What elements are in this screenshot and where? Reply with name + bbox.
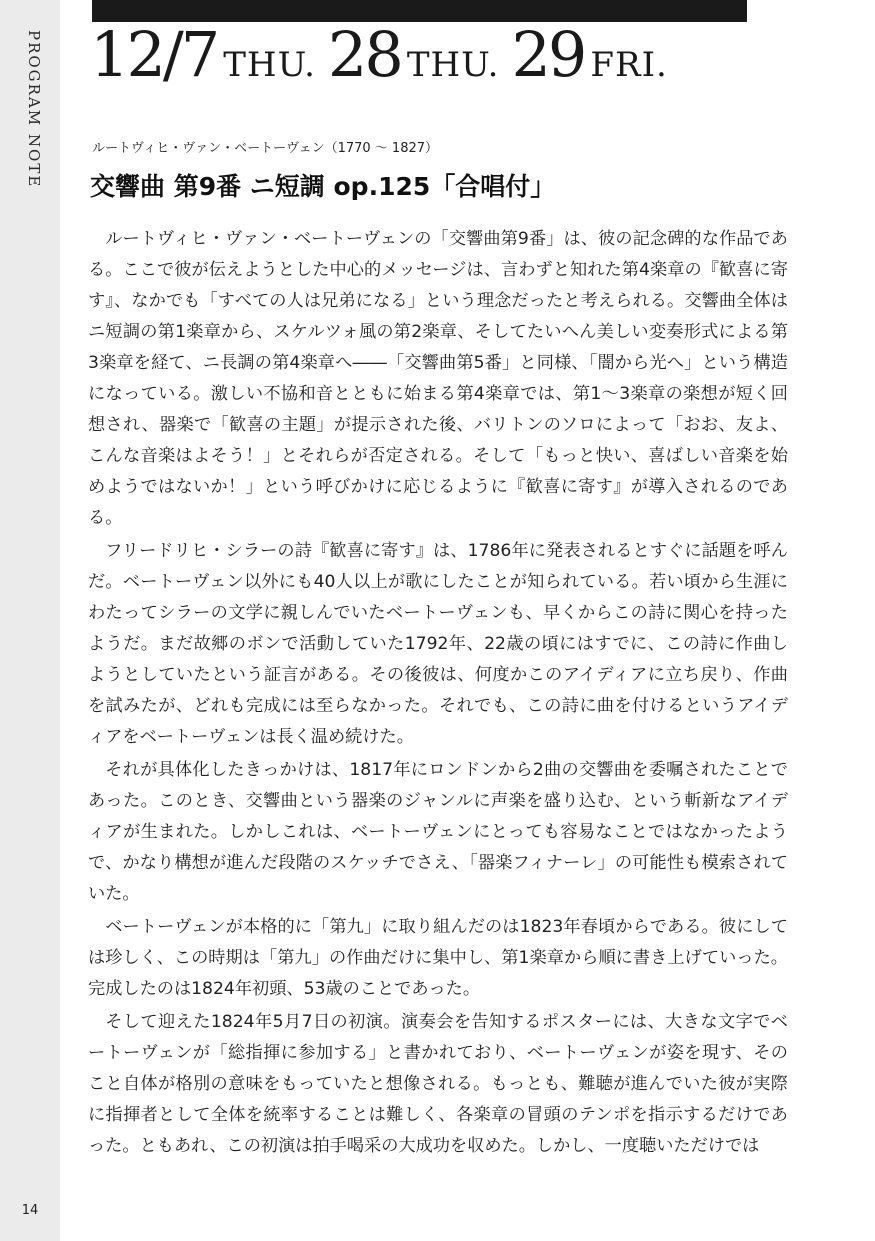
paragraph: ベートーヴェンが本格的に「第九」に取り組んだのは1823年春頃からである。彼にしては珍しく、この時期は「第九」の作曲だけに集中し、第1楽章から順に書き上げていった。完成したのは1824年初頭、53歳のことであった。 [88, 917, 788, 999]
date-2: 28 [327, 18, 401, 91]
date-1: 12/7 [90, 18, 218, 91]
date-3: 29 [511, 18, 585, 91]
paragraph: ルートヴィヒ・ヴァン・ベートーヴェンの「交響曲第9番」は、彼の記念碑的な作品である。ここで彼が伝えようとした中心的メッセージは、言わずと知れた第4楽章の『歓喜に寄す』、なかでも「すべての人は兄弟になる」という理念だったと考えられる。交響曲全体はニ短調の第1楽章から、スケルツォ風の第2楽章、そしてたいへん美しい変奏形式による第3楽章を経て、ニ長調の第4楽章へ――「交響曲第5番」と同様、「闇から光へ」という構造になっている。激しい不協和音とともに始まる第4楽章では、第1〜3楽章の楽想が短く回想され、器楽で「歓喜の主題」が提示された後、バリトンのソロによって「おお、友よ、こんな音楽はよそう！」とそれらが否定される。そして「もっと快い、喜ばしい音楽を始めようではないか！」という呼びかけに応じるように『歓喜に寄す』が導入されるのである。 [88, 229, 788, 528]
article-body [88, 224, 788, 1164]
composer-name: ルートヴィヒ・ヴァン・ベートーヴェン（1770 〜 1827） [92, 141, 439, 156]
weekday-2: THU. [406, 45, 500, 85]
weekday-1: THU. [223, 45, 316, 85]
paragraph: そして迎えた1824年5月7日の初演。演奏会を告知するポスターには、大きな文字でベートーヴェンが「総指揮に参加する」と書かれており、ベートーヴェンが姿を現す、そのこと自体が格別の意味をもっていたと想像される。もっとも、難聴が進んでいた彼が実際に指揮者として全体を統率することは難しく、各楽章の冒頭のテンポを指示するだけであった。ともあれ、この初演は拍手喝采の大成功を収めた。しかし、一度聴いただけでは [88, 1012, 788, 1156]
section-label: PROGRAM NOTE [25, 30, 43, 189]
performance-dates [90, 18, 790, 96]
paragraph: それが具体化したきっかけは、1817年にロンドンから2曲の交響曲を委嘱されたことであった。このとき、交響曲という器楽のジャンルに声楽を盛り込む、という斬新なアイディアが生まれた。しかしこれは、ベートーヴェンにとっても容易なことではなかったようで、かなり構想が進んだ段階のスケッチでさえ、「器楽フィナーレ」の可能性も模索されていた。 [88, 760, 788, 904]
page-number: 14 [21, 1203, 39, 1218]
weekday-3: FRI. [590, 45, 668, 85]
paragraph: フリードリヒ・シラーの詩『歓喜に寄す』は、1786年に発表されるとすぐに話題を呼んだ。ベートーヴェン以外にも40人以上が歌にしたことが知られている。若い頃から生涯にわたってシラーの文学に親しんでいたベートーヴェンも、早くからこの詩に関心を持ったようだ。まだ故郷のボンで活動していた1792年、22歳の頃にはすでに、この詩に作曲しようとしていたという証言がある。その後彼は、何度かこのアイディアに立ち戻り、作曲を試みたが、どれも完成には至らなかった。それでも、この詩に曲を付けるというアイディアをベートーヴェンは長く温め続けた。 [88, 541, 788, 747]
sidebar [0, 0, 60, 1241]
work-title: 交響曲 第9番 ニ短調 op.125「合唱付」 [90, 172, 556, 201]
